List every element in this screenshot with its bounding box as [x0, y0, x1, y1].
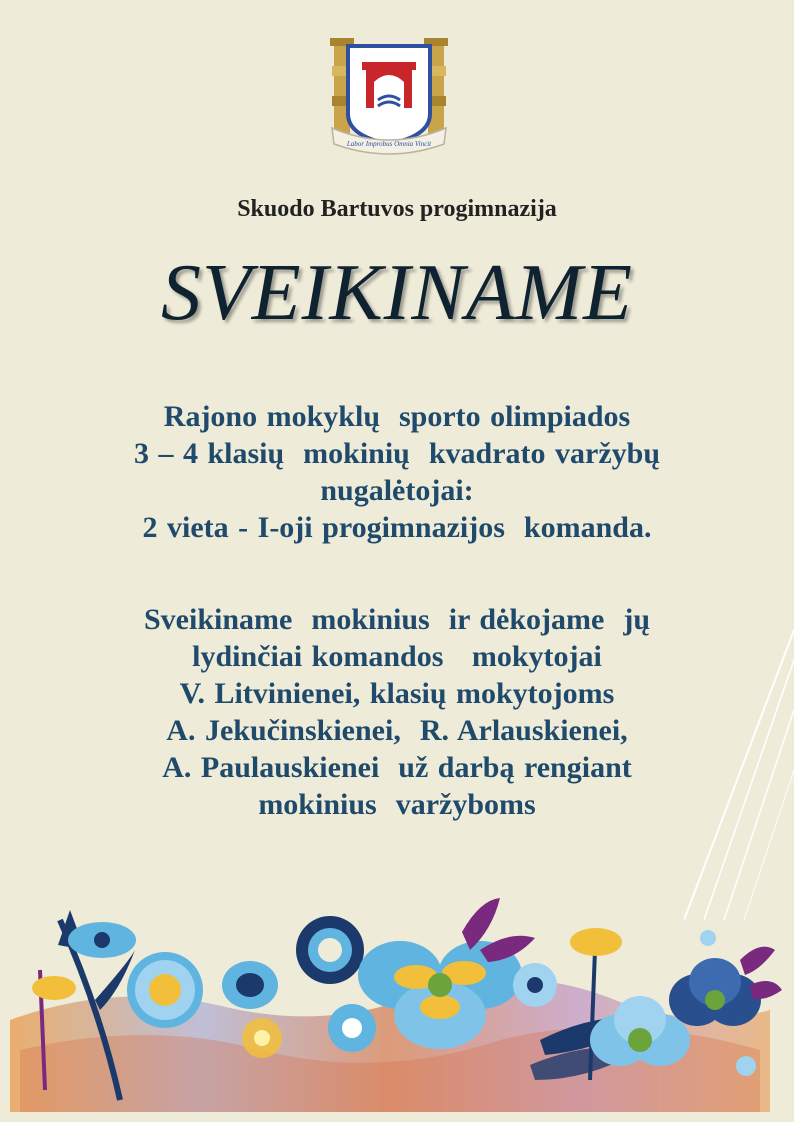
thanks-line: Sveikiname mokinius ir dėkojame jų	[144, 603, 650, 636]
thanks-line: mokinius varžyboms	[258, 788, 536, 821]
decorative-lines	[684, 620, 794, 920]
announcement-line: Rajono mokyklų sporto olimpiados	[163, 400, 631, 433]
announcement-line: nugalėtojai:	[320, 474, 474, 507]
announcement-line: 3 – 4 klasių mokinių kvadrato varžybų	[133, 437, 661, 470]
thanks-line: A. Jekučinskienei, R. Arlauskienei,	[166, 714, 628, 747]
crest-motto: Labor Improbus Omnia Vincit	[346, 140, 432, 148]
thanks-line: V. Litvinienei, klasių mokytojoms	[179, 677, 615, 710]
school-crest-logo	[326, 36, 452, 160]
school-name: Skuodo Bartuvos progimnazija	[237, 196, 557, 222]
page-title: SVEIKINAME	[160, 249, 634, 337]
floral-border	[0, 890, 794, 1122]
thanks-line: lydinčiai komandos mokytojai	[192, 640, 602, 673]
thanks-text	[0, 601, 794, 823]
thanks-line: A. Paulauskienei už darbą rengiant	[162, 751, 632, 784]
announcement-line: 2 vieta - I-oji progimnazijos komanda.	[142, 511, 652, 544]
announcement-text	[0, 398, 794, 546]
